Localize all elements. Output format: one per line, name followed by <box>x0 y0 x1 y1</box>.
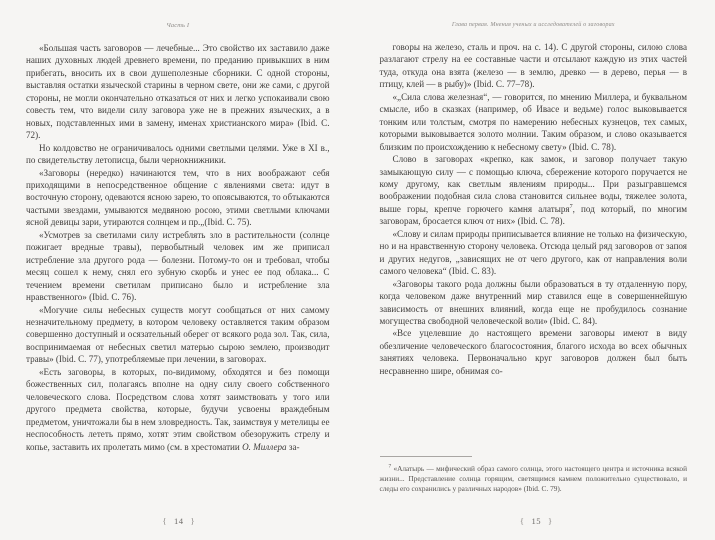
paragraph: «Могучие силы небесных существ могут сообщаться от них самому незначительному предмету, в котором человеку оставляется таким образом совершенно доступный и осязательный оберег от всякого рода зол. Так, сила, воспринимаемая от небесных светил матерью сырою землею, производит травы» (Ibid. С. 77), употребляемые при лечении, в заговорах. <box>26 304 330 365</box>
footnote-entry <box>380 464 688 494</box>
folio-open-brace: { <box>519 516 525 526</box>
left-folio <box>0 516 358 526</box>
paragraph: «Усмотрев за светилами силу истреблять зло в растительности (солнце пожигает вредные травы), первобытный человек им же приписал истребление зла другого рода — болезни. Потому-то он и требовал, чтобы месяц сошел к нему, снял его зубную скорбь и унес ее под облака... С течением времени светилам приписано было и истребление зла нравственного» (Ibid. С. 76). <box>26 229 330 303</box>
paragraph: «Большая часть заговоров — лечебные... Это свойство их заставило даже наших духовных людей древнего времени, по преданию привыкших в ним прибегать, вносить их в свои душеполезные сборники. С одной стороны, выставляя остатки языческой старины в черном свете, они же сами, с другой стороны, не могли окончательно отказаться от них и легко успокаивали свою совесть тем, что видели силу заговора уже не в прежних языческих, а в новых, подставленных ими в замену, именах христианского мира» (Ibid. С. 72). <box>26 43 330 141</box>
paragraph-text: «Есть заговоры, в которых, по-видимому, обходятся и без помощи божественных сил, полагаясь вполне на одну силу своего собственного человеческого слова. Посредством слова хотят заимствовать у того или другого предмета свойства, которые, будучи усвоены враждебным предметом, уничтожали бы в нем зловредность. Так, заимствуя у метелицы ее неспособность лететь прямо, хотят этим свойством обезоружить стрелу и копье, заставить их пролетать мимо (см. в хрестоматии <box>26 366 330 452</box>
left-page-body <box>26 42 330 453</box>
right-page-body <box>380 41 688 377</box>
left-running-head: Часть I <box>166 22 190 29</box>
folio-page-number: 15 <box>531 516 541 526</box>
paragraph-with-footnote-ref <box>380 153 688 228</box>
paragraph: говоры на железо, сталь и проч. на с. 14). С другой стороны, силою слова разлагают стрелу на ее составные части и отсылают каждую из этих частей туда, откуда она взята (железо — в землю, древко — в дерево, перья — в птицу, клей — в рыбу)» (Ibid. С. 77–78). <box>379 42 687 90</box>
paragraph: «Заговоры такого рода должны были образоваться в ту отдаленную пору, когда человеком даже внутренний мир ставился еще в совершеннейшую зависимость от внешних влияний, когда еще не пробудилось сознание могущества свободной человеческой воли» (Ibid. С. 84). <box>379 278 687 326</box>
footnote-separator-rule <box>380 456 472 457</box>
paragraph: «Все уцелевшие до настоящего времени заговоры имеют в виду обезличение человеческого благосостояния, благого исхода во всех обычных занятиях человека. Первоначально круг заговоров должен был быть несравненно шире, обнимая со- <box>379 328 687 376</box>
footnote-reference-marker[interactable]: 7 <box>569 203 573 210</box>
right-folio <box>358 516 715 526</box>
paragraph: «Слову и силам природы приписывается влияние не только на физическую, но и на нравственную сторону человека. Отсюда целый ряд заговоров от запоя и других недугов, „зависящих не от чего другого, как от направления воли самого человека“ (Ibid. С. 83). <box>379 228 687 277</box>
paragraph-with-italic-citation <box>26 366 330 453</box>
paragraph-tail: , под который, по многим заговорам, бросается ключ от них» (Ibid. С. 78). <box>379 203 687 227</box>
footnote-block <box>380 464 688 494</box>
folio-open-brace: { <box>162 516 168 526</box>
paragraph-tail: за- <box>286 441 300 452</box>
paragraph: Но колдовство не ограничивалось одними светлыми целями. Уже в XI в., по свидетельству летописца, были чернокнижники. <box>26 142 330 166</box>
italic-author-name: О. Миллера <box>242 441 287 452</box>
paragraph: «„Сила слова железная“, — говорится, по мнению Миллера, и буквальном смысле, ибо в сказках (например, об Ивасе и ведьме) голос выковывается тонким или толстым, смотря по намерению небесных кузнецов, тех самых, которыми выковывается золото молнии. Таким образом, и слово оказывается близким по происхождению к небесному свету» (Ibid. С. 78). <box>379 91 687 152</box>
paragraph-text: Слово в заговорах «крепко, как замок, и заговор получает такую замыкающую силу — с помощью ключа, сбережение которого поручается не кому другому, как светлым явлениям природы... При разыгравшемся воображении подобная сила слова становится сильнее воды, тяжелее золота, выше горы, крепче горючего камня алатыря <box>379 154 687 214</box>
folio-close-brace: } <box>190 516 196 526</box>
folio-close-brace: } <box>547 516 553 526</box>
right-running-head: Глава первая. Мнения ученых и исследователей о заговорах <box>451 22 615 28</box>
footnote-zone <box>380 456 688 494</box>
folio-page-number: 14 <box>174 516 184 526</box>
right-page <box>358 0 715 540</box>
footnote-text: «Алатырь — мифический образ самого солнца, этого настоящего центра и источника всякой жизни... Представление солнца горящим, светящимся камнем положительно существовало, и следы его сохранились у различных народов» (Ibid. С. 79). <box>379 463 687 493</box>
paragraph: «Заговоры (нередко) начинаются тем, что в них воображают себя приходящими в непосредственное общение с явлениями света: идут в восточную сторону, одеваются ясною зарею, то опоясываются, то обтыкаются частыми звездами, умываются медвяною росою, этими светлыми ключами ясной девицы зари, утираются солнцем и пр.„(Ibid. С. 75). <box>26 167 330 228</box>
footnote-marker: 7 <box>388 463 392 470</box>
